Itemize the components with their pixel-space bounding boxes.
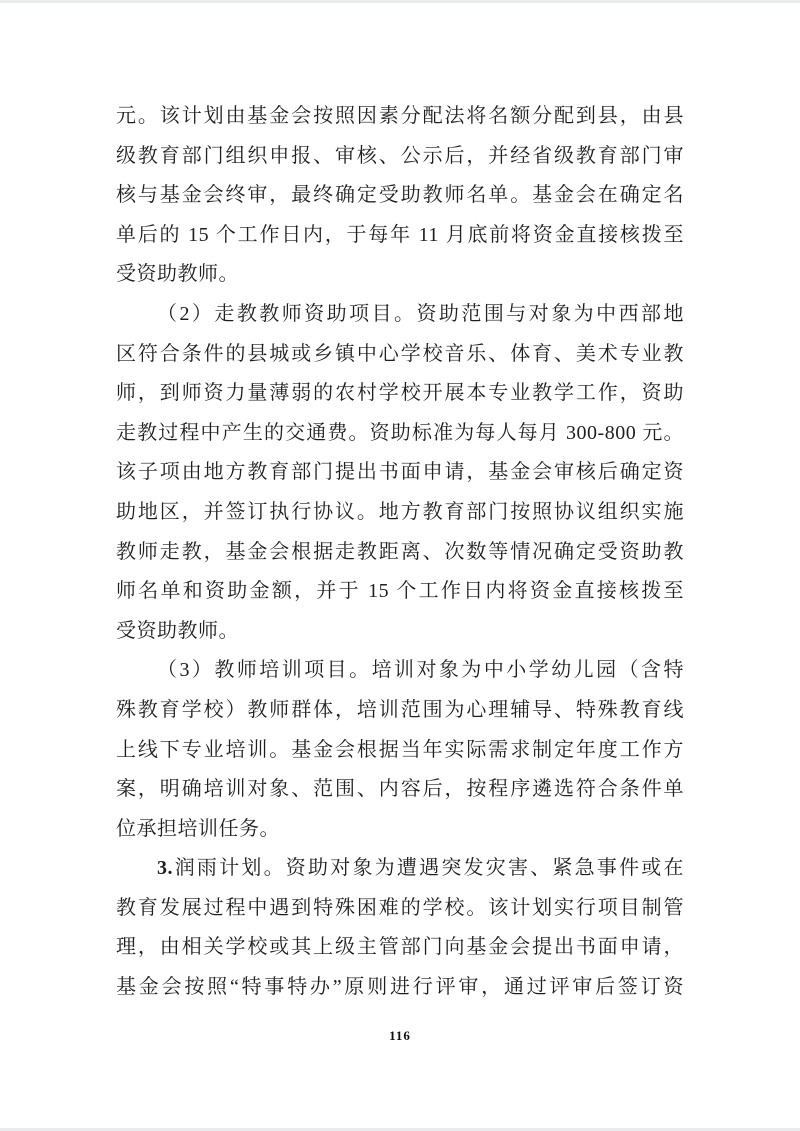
text-line: 师，到师资力量薄弱的农村学校开展本专业教学工作，资助 [116,382,684,405]
paragraph [116,849,684,1007]
bold-list-number: 3. [157,857,173,880]
text-line: 教师走教，基金会根据走教距离、次数等情况确定受资助教 [116,540,684,563]
text-line: 单后的 15 个工作日内，于每年 11 月底前将资金直接核拨至 [116,223,684,246]
text-line: 走教过程中产生的交通费。资助标准为每人每月 300-800 元。 [116,421,684,444]
paragraph [116,295,684,651]
page-body-text [116,97,684,1008]
text-line: 元。该计划由基金会按照因素分配法将名额分配到县，由县 [116,105,684,127]
text-line: 案，明确培训对象、范围、内容后，按程序遴选符合条件单 [116,778,684,801]
text-span: 润雨计划。资助对象为遭遇突发灾害、紧急事件或在 [173,857,684,880]
text-line: 教育发展过程中遇到特殊困难的学校。该计划实行项目制管 [116,896,684,919]
text-line: 助地区，并签订执行协议。地方教育部门按照协议组织实施 [116,500,684,523]
page-top-shadow [0,0,800,3]
paragraph [116,651,684,849]
text-line: 位承担培训任务。 [116,817,280,840]
text-line: 理，由相关学校或其上级主管部门向基金会提出书面申请， [116,936,684,959]
text-line: 师名单和资助金额，并于 15 个工作日内将资金直接核拨至 [116,580,684,603]
text-line [116,849,684,889]
text-line: （2）走教教师资助项目。资助范围与对象为中西部地 [157,302,684,325]
text-line: 殊教育学校）教师群体，培训范围为心理辅导、特殊教育线 [116,698,684,721]
text-line: 基金会按照“特事特办”原则进行评审，通过评审后签订资 [116,976,684,999]
text-line: 该子项由地方教育部门提出书面申请，基金会审核后确定资 [116,461,684,484]
text-line: 受资助教师。 [116,619,239,642]
paragraph [116,97,684,295]
page-number: 116 [389,1028,411,1043]
text-line: （3）教师培训项目。培训对象为中小学幼儿园（含特 [157,659,684,682]
text-line: 级教育部门组织申报、审核、公示后，并经省级教育部门审 [116,144,684,167]
text-line: 上线下专业培训。基金会根据当年实际需求制定年度工作方 [116,738,684,761]
text-line: 受资助教师。 [116,263,239,286]
text-line: 核与基金会终审，最终确定受助教师名单。基金会在确定名 [116,184,684,207]
text-line: 区符合条件的县城或乡镇中心学校音乐、体育、美术专业教 [116,342,684,365]
